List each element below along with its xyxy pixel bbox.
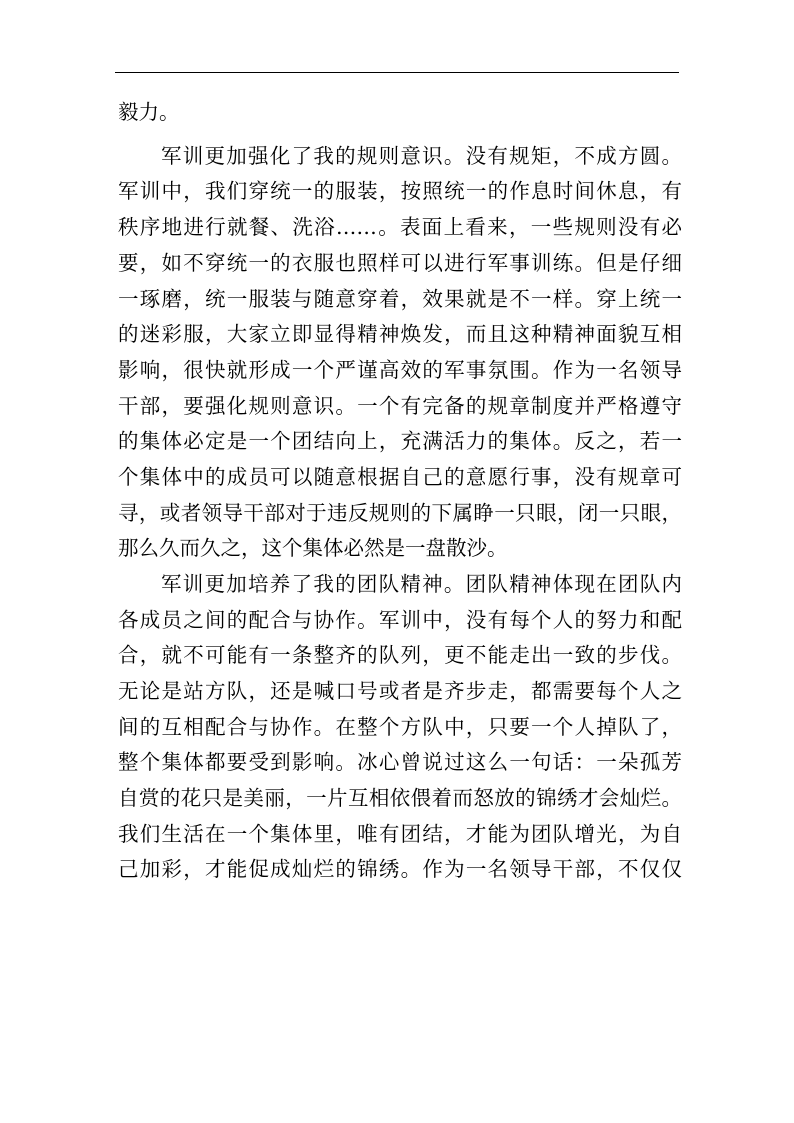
text-line: 秩序地进行就餐、洗浴……。表面上看来，一些规则没有必: [118, 215, 682, 239]
text-line: 军训中，我们穿统一的服装，按照统一的作息时间休息，有: [118, 179, 682, 203]
paragraph-first-line: 军训更加强化了我的规则意识。没有规矩，不成方圆。: [161, 144, 682, 168]
header-rule: [115, 72, 679, 73]
text-line: 的集体必定是一个团结向上，充满活力的集体。反之，若一: [118, 429, 682, 453]
text-line: 无论是站方队，还是喊口号或者是齐步走，都需要每个人之: [118, 679, 682, 703]
text-line: 合，就不可能有一条整齐的队列，更不能走出一致的步伐。: [118, 643, 682, 667]
text-line: 自赏的花只是美丽，一片互相依偎着而怒放的锦绣才会灿烂。: [118, 786, 682, 810]
text-line: 我们生活在一个集体里，唯有团结，才能为团队增光，为自: [118, 822, 682, 846]
text-line: 影响，很快就形成一个严谨高效的军事氛围。作为一名领导: [118, 358, 682, 382]
paragraph-first-line: 军训更加培养了我的团队精神。团队精神体现在团队内: [161, 572, 682, 596]
text-line: 一琢磨，统一服装与随意穿着，效果就是不一样。穿上统一: [118, 287, 682, 311]
text-line: 寻，或者领导干部对于违反规则的下属睁一只眼，闭一只眼，: [118, 501, 682, 525]
text-line: 要，如不穿统一的衣服也照样可以进行军事训练。但是仔细: [118, 251, 682, 275]
text-line: 间的互相配合与协作。在整个方队中，只要一个人掉队了，: [118, 715, 682, 739]
text-line: 整个集体都要受到影响。冰心曾说过这么一句话：一朵孤芳: [118, 750, 682, 774]
text-line: 各成员之间的配合与协作。军训中，没有每个人的努力和配: [118, 608, 682, 632]
text-line: 的迷彩服，大家立即显得精神焕发，而且这种精神面貌互相: [118, 322, 682, 346]
text-line: 个集体中的成员可以随意根据自己的意愿行事，没有规章可: [118, 465, 682, 489]
text-line: 己加彩，才能促成灿烂的锦绣。作为一名领导干部，不仅仅: [118, 857, 682, 881]
text-line: 毅力。: [118, 100, 180, 124]
text-line: 干部，要强化规则意识。一个有完备的规章制度并严格遵守: [118, 394, 682, 418]
text-line: 那么久而久之，这个集体必然是一盘散沙。: [118, 536, 508, 560]
